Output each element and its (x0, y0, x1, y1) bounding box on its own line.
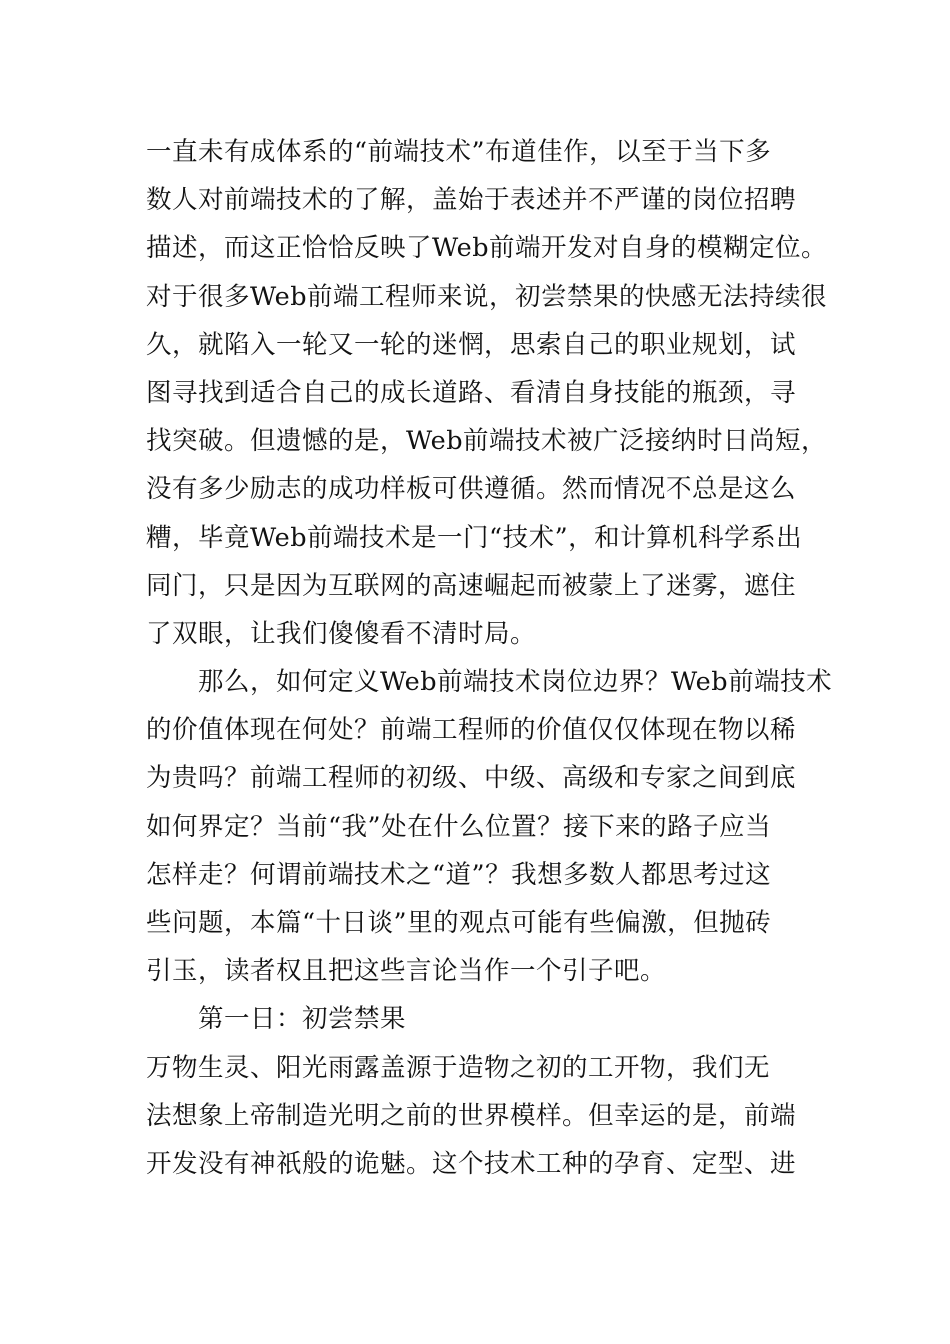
text-line: 些问题，本篇“十日谈”里的观点可能有些偏激，但抛砖 (146, 908, 772, 938)
text-line: 如何界定？当前“我”处在什么位置？接下来的路子应当 (146, 811, 772, 842)
text-line: 久，就陷入一轮又一轮的迷惘，思索自己的职业规划，试 (146, 329, 797, 360)
text-line: 一直未有成体系的“前端技术”布道佳作，以至于当下多 (146, 137, 772, 167)
text-line: 描述，而这正恰恰反映了Web前端开发对自身的模糊定位。 (146, 233, 828, 264)
text-line: 图寻找到适合自己的成长道路、看清自身技能的瓶颈，寻 (146, 377, 797, 408)
paragraph-first-line: 那么，如何定义Web前端技术岗位边界？Web前端技术 (198, 667, 833, 698)
text-line: 没有多少励志的成功样板可供遵循。然而情况不总是这么 (146, 474, 797, 505)
text-line: 对于很多Web前端工程师来说，初尝禁果的快感无法持续很 (146, 281, 828, 312)
text-line: 的价值体现在何处？前端工程师的价值仅仅体现在物以稀 (146, 715, 797, 746)
section-heading: 第一日：初尝禁果 (198, 1004, 407, 1035)
text-line: 引玉，读者权且把这些言论当作一个引子吧。 (146, 956, 667, 987)
text-line: 糟，毕竟Web前端技术是一门“技术”，和计算机科学系出 (146, 522, 803, 553)
body-text (146, 128, 833, 1188)
text-line: 怎样走？何谓前端技术之“道”？我想多数人都思考过这 (146, 859, 772, 890)
text-line: 为贵吗？前端工程师的初级、中级、高级和专家之间到底 (146, 763, 797, 794)
text-line: 万物生灵、阳光雨露盖源于造物之初的工开物，我们无 (146, 1052, 771, 1083)
text-line: 同门，只是因为互联网的高速崛起而被蒙上了迷雾，遮住 (146, 570, 797, 601)
text-line: 了双眼，让我们傻傻看不清时局。 (146, 618, 537, 649)
text-line: 开发没有神祇般的诡魅。这个技术工种的孕育、定型、进 (146, 1148, 797, 1179)
text-line: 数人对前端技术的了解，盖始于表述并不严谨的岗位招聘 (146, 185, 797, 216)
text-line: 找突破。但遗憾的是，Web前端技术被广泛接纳时日尚短， (146, 426, 828, 457)
text-line: 法想象上帝制造光明之前的世界模样。但幸运的是，前端 (146, 1100, 797, 1131)
